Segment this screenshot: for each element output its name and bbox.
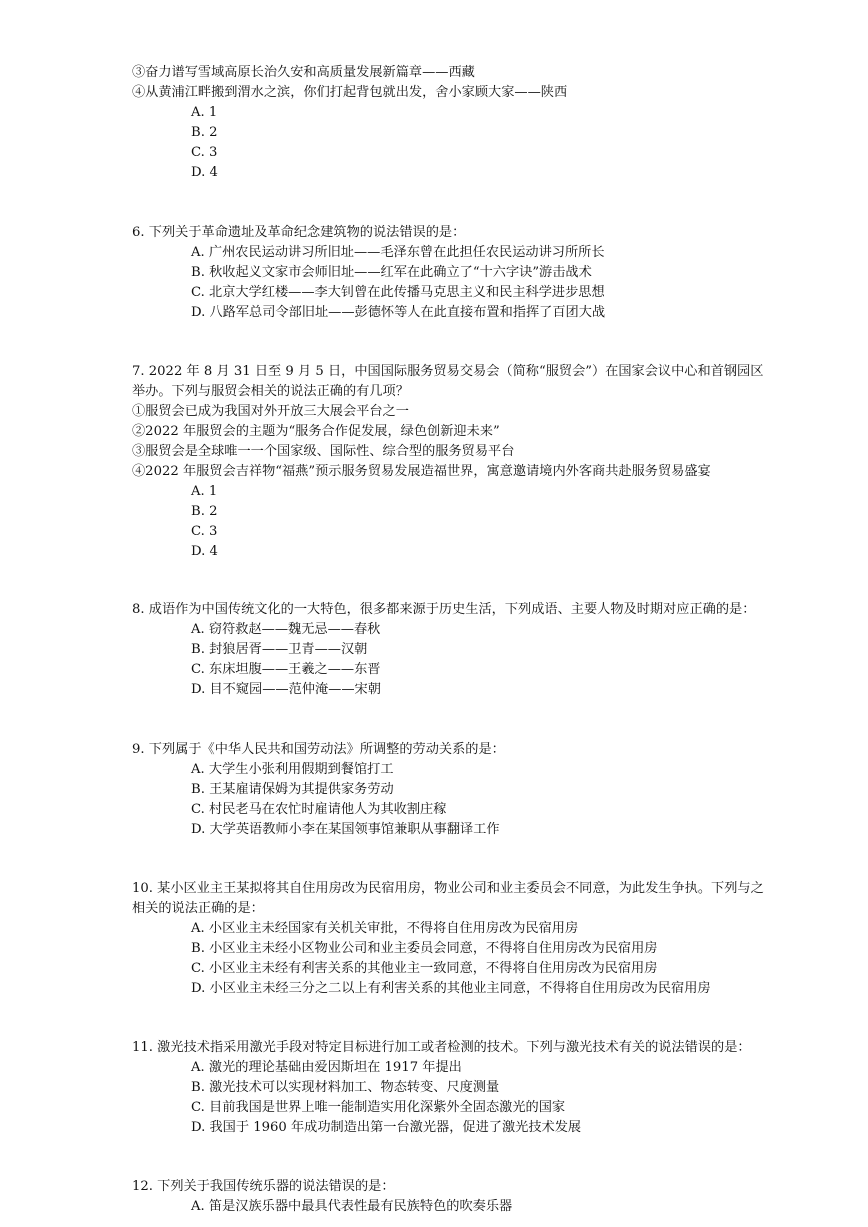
q7-item-2: ②2022 年服贸会的主题为“服务合作促发展，绿色创新迎未来” — [132, 424, 500, 439]
q7-option-a: A. 1 — [191, 484, 218, 499]
q5-option-c: C. 3 — [191, 145, 218, 160]
q8-option-c: C. 东床坦腹——王羲之——东晋 — [191, 662, 381, 677]
q10-stem-line-1: 10. 某小区业主王某拟将其自住用房改为民宿用房，物业公司和业主委员会不同意，为此发生争执。下列与之 — [132, 881, 764, 896]
q9-option-a: A. 大学生小张利用假期到餐馆打工 — [191, 762, 394, 777]
q9-stem: 9. 下列属于《中华人民共和国劳动法》所调整的劳动关系的是： — [132, 742, 505, 757]
q10-option-d: D. 小区业主未经三分之二以上有利害关系的其他业主同意，不得将自住用房改为民宿用房 — [191, 981, 711, 996]
q6-option-d: D. 八路军总司令部旧址——彭德怀等人在此直接布置和指挥了百团大战 — [191, 305, 606, 320]
q7-option-b: B. 2 — [191, 504, 218, 519]
q12-option-a: A. 笛是汉族乐器中最具代表性最有民族特色的吹奏乐器 — [191, 1199, 513, 1214]
q5-option-d: D. 4 — [191, 165, 218, 180]
q7-item-1: ①服贸会已成为我国对外开放三大展会平台之一 — [132, 404, 409, 419]
q7-item-4: ④2022 年服贸会吉祥物“福燕”预示服务贸易发展造福世界，寓意邀请境内外客商共赴服务贸易盛宴 — [132, 464, 711, 479]
q6-option-b: B. 秋收起义文家市会师旧址——红军在此确立了“十六字诀”游击战术 — [191, 265, 592, 280]
q6-stem: 6. 下列关于革命遗址及革命纪念建筑物的说法错误的是： — [132, 225, 466, 240]
q10-option-a: A. 小区业主未经国家有关机关审批，不得将自住用房改为民宿用房 — [191, 921, 579, 936]
q10-option-b: B. 小区业主未经小区物业公司和业主委员会同意，不得将自住用房改为民宿用房 — [191, 941, 658, 956]
q11-option-c: C. 目前我国是世界上唯一能制造实用化深紫外全固态激光的国家 — [191, 1100, 566, 1115]
q9-option-c: C. 村民老马在农忙时雇请他人为其收割庄稼 — [191, 802, 447, 817]
q5-item-4: ④从黄浦江畔搬到渭水之滨，你们打起背包就出发，舍小家顾大家——陕西 — [132, 85, 568, 100]
q8-option-d: D. 目不窥园——范仲淹——宋朝 — [191, 682, 381, 697]
q6-option-c: C. 北京大学红楼——李大钊曾在此传播马克思主义和民主科学进步思想 — [191, 285, 605, 300]
q11-option-b: B. 激光技术可以实现材料加工、物态转变、尺度测量 — [191, 1080, 500, 1095]
q5-option-b: B. 2 — [191, 125, 218, 140]
q8-option-a: A. 窃符救赵——魏无忌——春秋 — [191, 622, 381, 637]
q7-option-c: C. 3 — [191, 524, 218, 539]
q11-stem: 11. 激光技术指采用激光手段对特定目标进行加工或者检测的技术。下列与激光技术有关的说法错误的是： — [132, 1040, 751, 1055]
q11-option-d: D. 我国于 1960 年成功制造出第一台激光器，促进了激光技术发展 — [191, 1120, 582, 1135]
q9-option-d: D. 大学英语教师小李在某国领事馆兼职从事翻译工作 — [191, 822, 500, 837]
q8-option-b: B. 封狼居胥——卫青——汉朝 — [191, 642, 368, 657]
q7-stem-line-1: 7. 2022 年 8 月 31 日至 9 月 5 日，中国国际服务贸易交易会（简称“服贸会”）在国家会议中心和首钢园区 — [132, 364, 764, 379]
q5-item-3: ③奋力谱写雪域高原长治久安和高质量发展新篇章——西藏 — [132, 65, 475, 80]
q9-option-b: B. 王某雇请保姆为其提供家务劳动 — [191, 782, 394, 797]
q6-option-a: A. 广州农民运动讲习所旧址——毛泽东曾在此担任农民运动讲习所所长 — [191, 245, 605, 260]
q10-stem-line-2: 相关的说法正确的是： — [132, 901, 264, 916]
q8-stem: 8. 成语作为中国传统文化的一大特色，很多都来源于历史生活，下列成语、主要人物及时期对应正确的是： — [132, 602, 756, 617]
q11-option-a: A. 激光的理论基础由爱因斯坦在 1917 年提出 — [191, 1060, 462, 1075]
q10-option-c: C. 小区业主未经有利害关系的其他业主一致同意，不得将自住用房改为民宿用房 — [191, 961, 658, 976]
q7-option-d: D. 4 — [191, 544, 218, 559]
q7-stem-line-2: 举办。下列与服贸会相关的说法正确的有几项？ — [132, 384, 409, 399]
q5-option-a: A. 1 — [191, 105, 218, 120]
q12-stem: 12. 下列关于我国传统乐器的说法错误的是： — [132, 1179, 395, 1194]
q7-item-3: ③服贸会是全球唯一一个国家级、国际性、综合型的服务贸易平台 — [132, 444, 515, 459]
